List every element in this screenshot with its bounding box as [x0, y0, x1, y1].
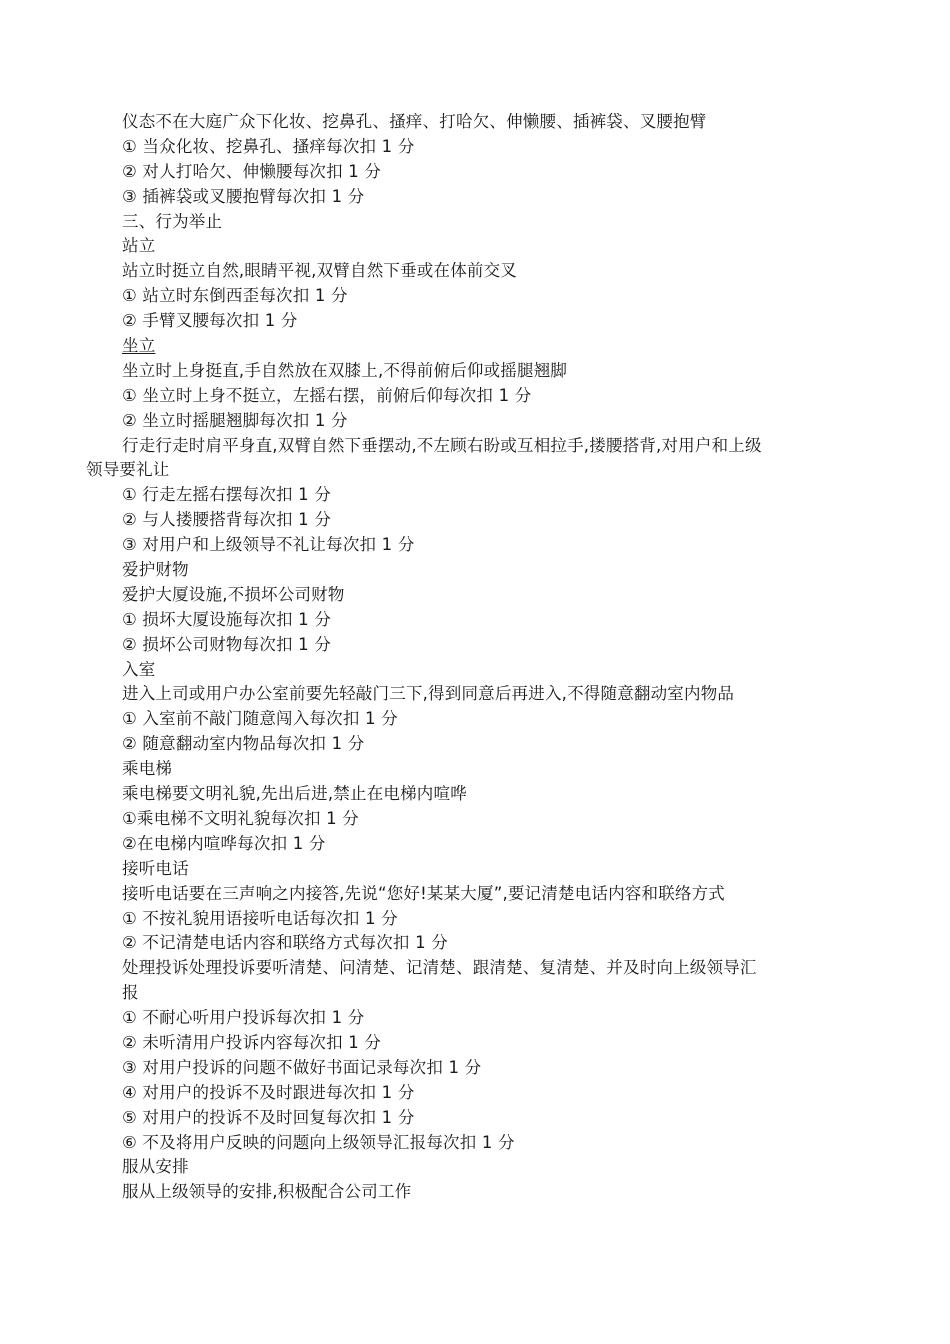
text-line-content: ② 坐立时摇腿翘脚每次扣 1 分: [122, 410, 348, 430]
text-line-content: 接听电话: [122, 858, 189, 878]
text-line: [86, 234, 876, 259]
text-line: [86, 110, 876, 135]
text-line-content: ② 与人搂腰搭背每次扣 1 分: [122, 510, 332, 530]
text-line: [86, 608, 876, 633]
text-line-content: ⑥ 不及将用户反映的问题向上级领导汇报每次扣 1 分: [122, 1132, 515, 1152]
text-line: [86, 334, 876, 359]
text-line-content: ①乘电梯不文明礼貌每次扣 1 分: [122, 808, 359, 828]
text-line-content: ②在电梯内喧哗每次扣 1 分: [122, 833, 326, 853]
text-line-content: 坐立: [122, 336, 156, 356]
text-line: [86, 135, 876, 160]
text-line: [86, 832, 876, 857]
text-line-content: 爱护财物: [122, 560, 189, 580]
text-line-content: 行走行走时肩平身直,双臂自然下垂摆动,不左顾右盼或互相拉手,搂腰搭背,对用户和上级: [122, 435, 762, 455]
text-line: [86, 185, 876, 210]
text-line: [86, 931, 876, 956]
text-line-content: ① 坐立时上身不挺立，左摇右摆，前俯后仰每次扣 1 分: [122, 385, 532, 405]
text-line: [86, 782, 876, 807]
text-line-content: ⑤ 对用户的投诉不及时回复每次扣 1 分: [122, 1107, 415, 1127]
text-line: [86, 981, 876, 1006]
text-line-content: 坐立时上身挺直,手自然放在双膝上,不得前俯后仰或摇腿翘脚: [122, 360, 568, 380]
text-line: [86, 1006, 876, 1031]
text-line-content: 进入上司或用户办公室前要先轻敲门三下,得到同意后再进入,不得随意翻动室内物品: [122, 684, 735, 704]
text-line: [86, 857, 876, 882]
text-line: [86, 1081, 876, 1106]
text-line-content: 入室: [122, 659, 156, 679]
text-line: [86, 1131, 876, 1156]
document-body: [86, 110, 876, 1205]
text-line-content: ① 损坏大厦设施每次扣 1 分: [122, 609, 332, 629]
text-line-content: 乘电梯: [122, 759, 173, 779]
text-line: [86, 384, 876, 409]
text-line: [86, 1180, 876, 1205]
text-line-content: 仪态不在大庭广众下化妆、挖鼻孔、搔痒、打哈欠、伸懒腰、插裤袋、叉腰抱臂: [122, 112, 707, 131]
text-line: [86, 309, 876, 334]
text-line-content: 爱护大厦设施,不损坏公司财物: [122, 584, 345, 604]
text-line-content: ③ 对用户和上级领导不礼让每次扣 1 分: [122, 535, 415, 555]
text-line: [86, 359, 876, 384]
text-line-content: 站立: [122, 236, 156, 256]
text-line: [86, 458, 876, 483]
text-line-content: ① 行走左摇右摆每次扣 1 分: [122, 485, 332, 505]
text-line-content: ① 不按礼貌用语接听电话每次扣 1 分: [122, 908, 398, 928]
text-line-content: ② 手臂叉腰每次扣 1 分: [122, 311, 298, 331]
text-line: [86, 508, 876, 533]
text-line: [86, 757, 876, 782]
text-line: [86, 259, 876, 284]
text-line-content: ① 当众化妆、挖鼻孔、搔痒每次扣 1 分: [122, 136, 415, 156]
text-line: [86, 1031, 876, 1056]
text-line: [86, 533, 876, 558]
text-line-content: 处理投诉处理投诉要听清楚、问清楚、记清楚、跟清楚、复清楚、并及时向上级领导汇: [122, 958, 757, 978]
text-line: [86, 483, 876, 508]
text-line-content: 站立时挺立自然,眼睛平视,双臂自然下垂或在体前交叉: [122, 261, 517, 281]
text-line-content: 报: [122, 983, 139, 1003]
text-line: [86, 583, 876, 608]
text-line-content: ② 不记清楚电话内容和联络方式每次扣 1 分: [122, 933, 448, 953]
text-line-content: ③ 插裤袋或叉腰抱臂每次扣 1 分: [122, 186, 365, 206]
text-line: [86, 956, 876, 981]
text-line: [86, 284, 876, 309]
text-line-content: 三、行为举止: [122, 211, 223, 231]
text-line-content: ② 损坏公司财物每次扣 1 分: [122, 634, 332, 654]
text-line: [86, 907, 876, 932]
text-line-content: ③ 对用户投诉的问题不做好书面记录每次扣 1 分: [122, 1057, 482, 1077]
text-line: [86, 1106, 876, 1131]
text-line: [86, 682, 876, 707]
text-line: [86, 210, 876, 235]
text-line: [86, 1155, 876, 1180]
text-line: [86, 160, 876, 185]
text-line: [86, 882, 876, 907]
text-line-content: ② 未听清用户投诉内容每次扣 1 分: [122, 1032, 382, 1052]
text-line: [86, 1056, 876, 1081]
text-line: [86, 807, 876, 832]
text-line-content: 乘电梯要文明礼貌,先出后进,禁止在电梯内喧哗: [122, 784, 467, 804]
text-line-content: ④ 对用户的投诉不及时跟进每次扣 1 分: [122, 1082, 415, 1102]
text-line-content: ② 对人打哈欠、伸懒腰每次扣 1 分: [122, 161, 382, 181]
text-line-content: ① 站立时东倒西歪每次扣 1 分: [122, 286, 348, 306]
text-line: [86, 732, 876, 757]
text-line-content: ② 随意翻动室内物品每次扣 1 分: [122, 734, 365, 754]
text-line: [86, 409, 876, 434]
text-line-content: 接听电话要在三声响之内接答,先说“您好!某某大厦”,要记清楚电话内容和联络方式: [122, 883, 726, 903]
text-line-content: ① 不耐心听用户投诉每次扣 1 分: [122, 1008, 365, 1028]
text-line-content: 服从安排: [122, 1157, 189, 1177]
text-line-content: ① 入室前不敲门随意闯入每次扣 1 分: [122, 709, 398, 729]
text-line: [86, 633, 876, 658]
text-line-content: 领导要礼让: [86, 460, 170, 480]
text-line: [86, 558, 876, 583]
text-line: [86, 434, 876, 459]
text-line: [86, 658, 876, 683]
text-line: [86, 707, 876, 732]
text-line-content: 服从上级领导的安排,积极配合公司工作: [122, 1182, 412, 1202]
